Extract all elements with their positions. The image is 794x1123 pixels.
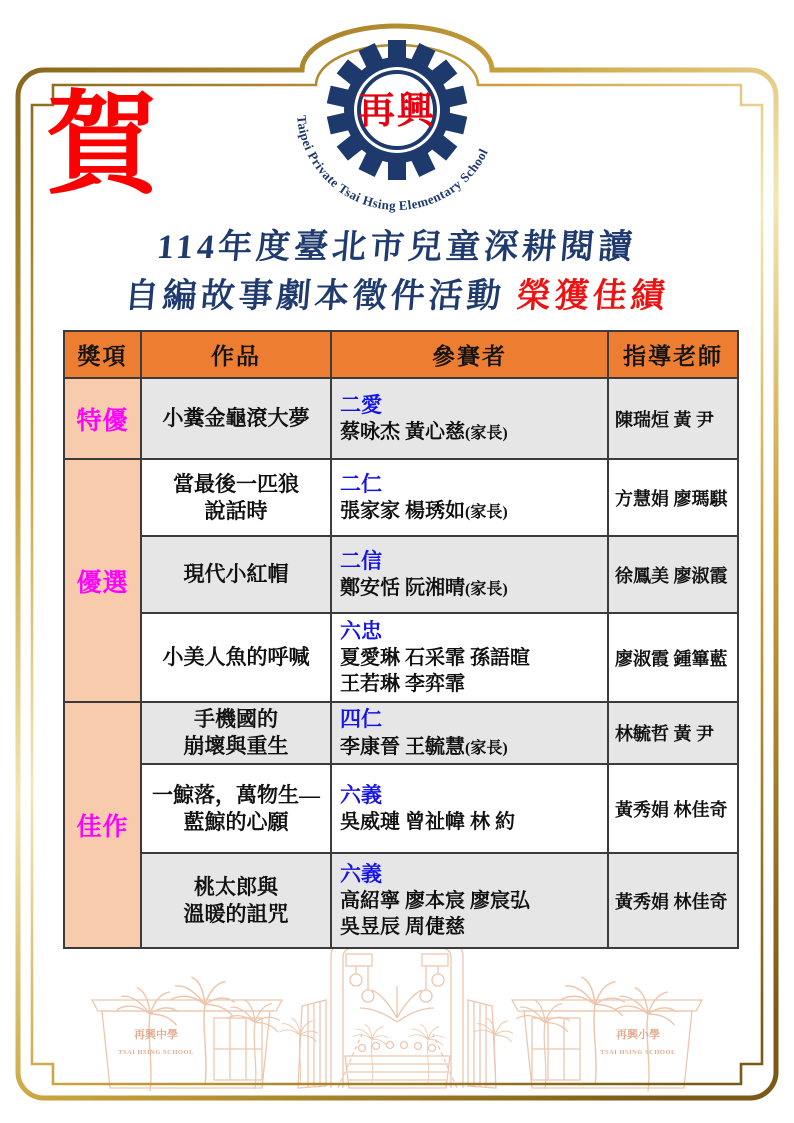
teachers-cell: 黃秀娟 林佳奇 [608,853,738,948]
teachers-cell: 黃秀娟 林佳奇 [608,764,738,853]
work-title-line: 說話時 [204,498,268,523]
participant-line: 蔡咏杰 黃心慈(家長) [340,421,508,444]
table-row [64,536,738,613]
right-gate-sublabel: TSAI HSING SCHOOL [600,1049,676,1056]
congrats-character: 賀 [46,84,158,208]
participant-line: 高紹寧 廖本宸 廖宸弘 [340,890,530,913]
left-gate-label: 再興中學 [134,1029,178,1041]
teachers-cell: 林毓哲 黃 尹 [608,702,738,764]
table-row [64,378,738,459]
work-title-line: 桃太郎與 [194,874,278,899]
fountain [338,986,457,1088]
participants-cell [331,613,608,702]
school-gate-watermark [0,938,794,1103]
palm-tree-icon [409,1024,444,1082]
work-cell [141,702,331,764]
class-label: 二愛 [340,392,382,417]
column-header: 獎項 [64,331,141,378]
teachers-cell: 廖淑霞 鍾篳藍 [608,613,738,702]
teachers-cell: 徐鳳美 廖淑霞 [608,536,738,613]
class-label: 六義 [340,782,382,807]
participants-cell [331,459,608,536]
logo-school-name-en: Taipei Private Tsai Hsing Elementary School [294,114,491,214]
work-cell [141,613,331,702]
table-row [64,764,738,853]
palm-tree-icon [227,1000,280,1089]
work-title-line: 當最後一匹狼 [173,471,299,496]
event-title-line1: 114年度臺北市兒童深耕閱讀 [155,229,638,266]
participants-cell [331,764,608,853]
work-title-line: 一鯨落，萬物生— [152,782,320,807]
table-row [64,853,738,948]
work-title-line: 現代小紅帽 [183,562,289,587]
logo-school-name-zh: 再興 [358,91,436,132]
table-row [64,459,738,536]
work-cell [141,764,331,853]
table-row [64,613,738,702]
column-header: 作品 [141,331,331,378]
teachers-cell: 方慧娟 廖瑪騏 [608,459,738,536]
work-cell [141,378,331,459]
column-header: 指導老師 [608,331,738,378]
awards-table [63,330,739,949]
event-title-accent: 榮獲佳績 [515,278,671,315]
work-title-line: 小糞金龜滾大夢 [162,406,310,431]
work-title-line: 手機國的 [194,707,278,732]
participant-line: 吳昱辰 周倢慈 [340,916,465,939]
school-logo [283,24,513,229]
participants-cell [331,536,608,613]
left-gate-sublabel: TSAI HSING SCHOOL [118,1049,194,1056]
event-title-line2 [0,268,794,317]
work-cell [141,853,331,948]
participants-cell [331,378,608,459]
event-title-main: 自編故事劇本徵件活動 [123,278,507,315]
work-cell [141,459,331,536]
award-cell: 佳作 [64,702,141,948]
work-title-line: 崩壞與重生 [183,734,289,758]
participant-line: 吳威璉 曾祉幃 林 約 [340,811,515,834]
palm-tree-icon [171,977,235,1085]
class-label: 六義 [340,861,382,886]
participant-line: 夏愛琳 石采霏 孫語暄 [340,647,530,670]
palm-tree-icon [353,1024,388,1082]
participant-line: 張家家 楊琇如(家長) [340,500,508,523]
class-label: 二信 [340,548,382,573]
participants-cell [331,853,608,948]
work-title-line: 小美人魚的呼喊 [162,645,310,670]
participant-line: 李康晉 王毓慧(家長) [340,735,508,758]
participants-cell [331,702,608,764]
award-cell: 優選 [64,459,141,702]
teachers-cell: 陳瑞烜 黃 尹 [608,378,738,459]
right-gatehouse [512,1000,702,1088]
award-cell: 特優 [64,378,141,459]
table-row [64,702,738,764]
class-label: 二仁 [340,471,382,496]
work-title-line: 溫暖的詛咒 [183,901,289,926]
participant-line: 王若琳 李弈霏 [340,673,465,696]
class-label: 六忠 [340,618,382,643]
table-header-row [64,331,738,378]
column-header: 參賽者 [331,331,608,378]
participant-line: 鄭安恬 阮湘晴(家長) [340,577,508,600]
work-cell [141,536,331,613]
class-label: 四仁 [340,707,382,732]
work-title-line: 藍鯨的心願 [183,809,289,834]
right-gate-label: 再興小學 [616,1029,660,1041]
